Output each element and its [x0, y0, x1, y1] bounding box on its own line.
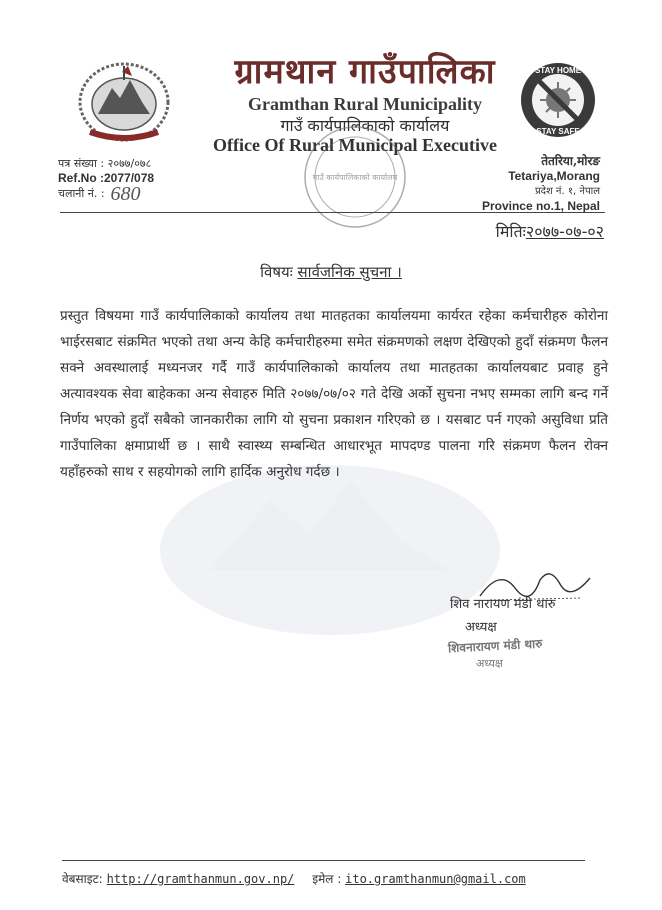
email-link[interactable]: ito.gramthanmun@gmail.com	[345, 872, 526, 886]
signatory-name: शिव नारायण मंडी थारु	[450, 597, 556, 612]
municipality-title-en: Gramthan Rural Municipality	[247, 94, 482, 114]
reference-block	[58, 156, 155, 205]
dispatch-number: 680	[110, 183, 141, 205]
stay-home-stay-safe-icon	[518, 60, 598, 140]
date-label: मितिः	[495, 222, 526, 241]
signatory-title: अध्यक्ष	[465, 620, 497, 635]
footer	[62, 870, 526, 887]
address-block	[482, 154, 600, 214]
seal-text: गाउँ कार्यपालिकाको कार्यालय	[312, 173, 398, 182]
date-value: २०७७-०७-०२	[525, 222, 604, 241]
notice-body: प्रस्तुत विषयमा गाउँ कार्यपालिकाको कार्यालय तथा मातहतका कार्यालयमा कार्यरत रहेका कर्मचारीहरु कोरोना भाईरसबाट संक्रमित भएको तथा अन्य केहि कर्मचारीहरुमा समेत संक्रमणको लक्षण देखिएको हुदाँ संक्रमण फैलन सक्ने अवस्थालाई मध्यनजर गर्दै गाउँ कार्यपालिकाको कार्यालय तथा मातहतका कार्यालयबाट प्रवाह हुने अत्यावश्यक सेवा बाहेकका अन्य सेवाहरु मिति २०७७/०७/०२ गते देखि अर्को सुचना नभए सम्मका लागि बन्द गर्ने निर्णय भएको हुदाँ सबैको जानकारीका लागि यो सुचना प्रकाशन गरिएको छ । यसबाट पर्न गएको असुविधा प्रति गाउँपालिका क्षमाप्रार्थी छ । साथै स्वास्थ्य सम्बन्धित आधारभूत मापदण्ड पालना गरि संक्रमण फैलन रोक्न यहाँहरुको साथ र सहयोगको लागि हार्दिक अनुरोध गर्दछ ।	[60, 308, 608, 480]
subject-label: विषयः	[260, 263, 293, 281]
badge-top-text: STAY HOME	[534, 66, 582, 75]
stamp-title: अध्यक्ष	[476, 657, 503, 670]
province-en: Province no.1, Nepal	[481, 199, 600, 213]
patra-value: २०७७/०७८	[107, 157, 152, 170]
subject-line	[0, 262, 662, 282]
subject-value: सार्वजनिक सुचना ।	[297, 263, 402, 281]
place-np: तेतरिया,मोरङ	[541, 154, 600, 168]
dispatch-label: चलानी नं. :	[58, 187, 105, 200]
province-np: प्रदेश नं. १, नेपाल	[534, 186, 600, 197]
place-en: Tetariya,Morang	[508, 169, 600, 183]
municipality-title-np: ग्रामथान गाउँपालिका	[234, 52, 496, 92]
stamp-name: शिवनारायण मंडी थारु	[447, 636, 543, 656]
date-line	[496, 220, 604, 242]
website-label: वेबसाइट:	[62, 872, 103, 886]
ref-label: Ref.No :	[58, 171, 104, 185]
office-seal-icon	[300, 122, 410, 232]
footer-divider	[62, 860, 585, 861]
badge-bottom-text: STAY SAFE	[536, 127, 580, 136]
ref-value: 2077/078	[104, 171, 155, 185]
header-divider	[60, 212, 605, 213]
email-label: इमेल :	[312, 872, 342, 886]
office-title-en: Office Of Rural Municipal Executive	[213, 135, 497, 155]
patra-label: पत्र संख्या :	[58, 157, 105, 170]
nepal-emblem-icon	[76, 58, 172, 144]
office-title-np: गाउँ कार्यपालिकाको कार्यालय	[280, 116, 450, 135]
website-link[interactable]: http://gramthanmun.gov.np/	[106, 872, 295, 886]
